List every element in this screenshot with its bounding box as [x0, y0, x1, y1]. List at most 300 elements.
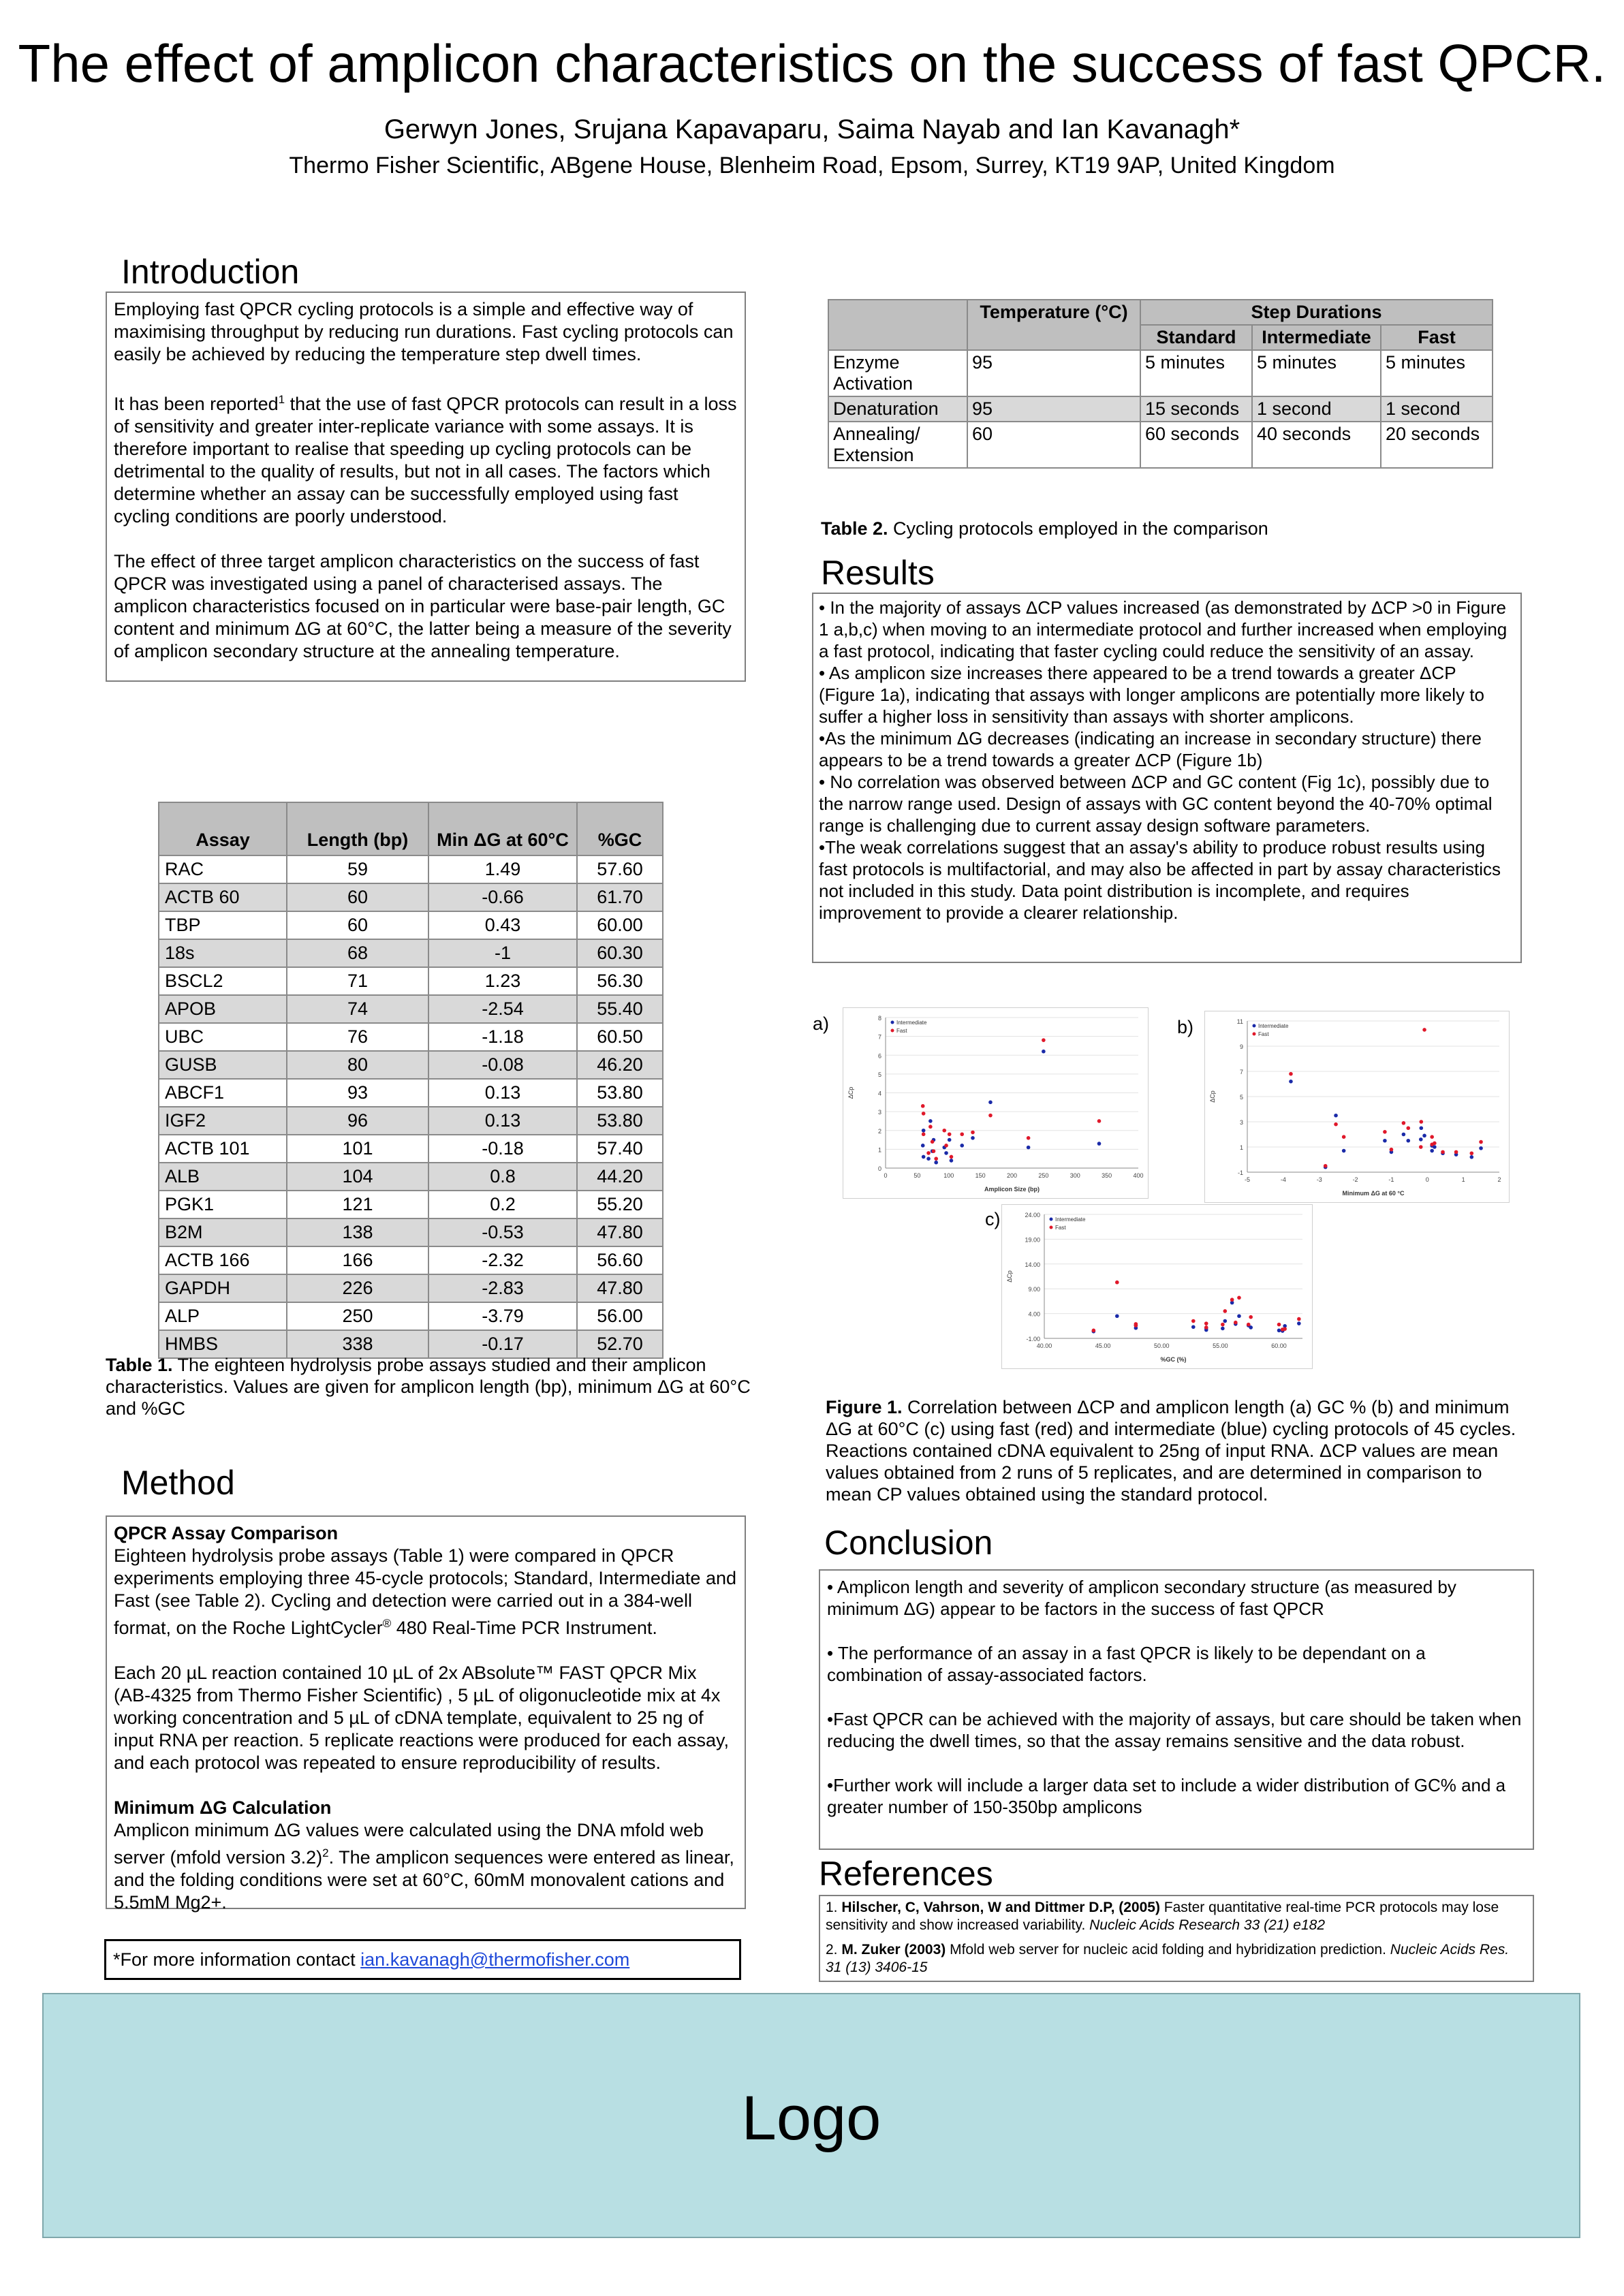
y-tick-label: 0 [877, 1165, 881, 1172]
min-dg-cell: 0.13 [428, 1079, 577, 1107]
fast-cell: 20 seconds [1381, 422, 1493, 468]
min-dg-cell: -2.54 [428, 995, 577, 1023]
data-point-fast [1422, 1028, 1426, 1032]
data-point-fast [1237, 1296, 1241, 1300]
col-gc: %GC [577, 802, 663, 855]
method-heading: Method [121, 1464, 235, 1502]
table-row [159, 967, 663, 995]
data-point-fast [1221, 1323, 1225, 1327]
data-point-fast [1097, 1119, 1102, 1123]
results-box [812, 593, 1522, 963]
x-axis-label: Minimum ΔG at 60 °C [1342, 1190, 1405, 1197]
min-dg-cell: -1.18 [428, 1023, 577, 1051]
table-row [159, 1051, 663, 1079]
length-cell: 59 [287, 855, 428, 883]
introduction-box [106, 292, 746, 682]
y-tick-label: 9.00 [1028, 1286, 1040, 1293]
x-tick-label: 150 [975, 1172, 986, 1179]
chart-body [1006, 1212, 1302, 1363]
table-row [828, 422, 1493, 468]
legend-label: Intermediate [1055, 1216, 1086, 1223]
legend-marker [1253, 1033, 1256, 1036]
min-dg-cell: 0.2 [428, 1191, 577, 1218]
x-tick-label: -3 [1316, 1176, 1322, 1183]
y-tick-label: 24.00 [1025, 1212, 1040, 1218]
data-point-fast [1383, 1130, 1387, 1134]
data-point-intermediate [1042, 1050, 1046, 1054]
data-point-intermediate [948, 1138, 952, 1142]
data-point-fast [1390, 1148, 1394, 1152]
table-row [159, 1274, 663, 1302]
assay-cell: BSCL2 [159, 967, 287, 995]
data-point-intermediate [926, 1157, 931, 1161]
table-row [159, 939, 663, 967]
assay-cell: ALB [159, 1163, 287, 1191]
legend-label: Intermediate [896, 1020, 927, 1026]
min-dg-cell: -0.18 [428, 1135, 577, 1163]
gc-cell: 53.80 [577, 1079, 663, 1107]
y-tick-label: 5 [877, 1071, 881, 1078]
legend-label: Intermediate [1258, 1023, 1289, 1029]
x-tick-label: 100 [943, 1172, 954, 1179]
fast-cell: 5 minutes [1381, 350, 1493, 396]
length-cell: 68 [287, 939, 428, 967]
x-axis-label: Amplicon Size (bp) [984, 1186, 1040, 1193]
intermediate-cell: 40 seconds [1252, 422, 1381, 468]
length-cell: 338 [287, 1330, 428, 1358]
data-point-intermediate [922, 1155, 926, 1159]
legend-label: Fast [1258, 1031, 1269, 1037]
chart-gc-content [1001, 1204, 1313, 1369]
x-tick-label: 50 [914, 1172, 921, 1179]
data-point-fast [1134, 1323, 1138, 1327]
min-dg-cell: 0.8 [428, 1163, 577, 1191]
length-cell: 93 [287, 1079, 428, 1107]
t2-corner [828, 300, 967, 350]
chart-min-dg [1204, 1011, 1510, 1203]
temp-cell: 95 [967, 350, 1140, 396]
chart-body [1209, 1018, 1501, 1197]
legend-marker [891, 1021, 894, 1024]
data-point-fast [1230, 1298, 1234, 1302]
data-point-intermediate [934, 1161, 938, 1165]
length-cell: 96 [287, 1107, 428, 1135]
data-point-fast [1289, 1072, 1293, 1076]
data-point-intermediate [960, 1144, 964, 1148]
y-tick-label: 3 [877, 1109, 881, 1116]
data-point-intermediate [1430, 1149, 1434, 1153]
min-dg-cell: 0.13 [428, 1107, 577, 1135]
data-point-fast [1247, 1323, 1251, 1327]
x-tick-label: -4 [1280, 1176, 1286, 1183]
min-dg-cell: -2.83 [428, 1274, 577, 1302]
data-point-intermediate [1479, 1146, 1483, 1150]
data-point-fast [1204, 1321, 1208, 1325]
figure-label-b: b) [1177, 1017, 1194, 1037]
gc-cell: 46.20 [577, 1051, 663, 1079]
reference-1: 1. Hilscher, C, Vahrson, W and Dittmer D.P, (2005) Faster quantitative real-time PCR protocols may lose sensitivity and show increased variability. Nucleic Acids Research 33 (21) e182 [826, 1900, 1499, 1933]
x-tick-label: 350 [1102, 1172, 1112, 1179]
results-bullet-2: • As amplicon size increases there appeared to be a trend towards a greater ΔCP (Figure 1a), indicating that assays with longer amplicons are potentially more likely to suffer a higher loss in sensitivity than assays with shorter amplicons. [819, 663, 1484, 727]
min-dg-cell: -0.17 [428, 1330, 577, 1358]
logo-band [42, 1993, 1580, 2238]
legend-marker [1050, 1218, 1053, 1221]
table-row [159, 883, 663, 911]
method-subheading-2: Minimum ΔG Calculation [114, 1797, 332, 1818]
legend-marker [891, 1029, 894, 1033]
length-cell: 80 [287, 1051, 428, 1079]
gc-cell: 56.00 [577, 1302, 663, 1330]
data-point-fast [1277, 1323, 1281, 1327]
length-cell: 104 [287, 1163, 428, 1191]
results-bullet-5: •The weak correlations suggest that an assay's ability to produce robust results using fast protocols is multifactorial, and may also be affected in part by assay characteristics not included in this study. Data point distribution is incomplete, and requires improvement to provide a clearer relationship. [819, 837, 1501, 923]
results-bullet-4: • No correlation was observed between ΔCP and GC content (Fig 1c), possibly due to the narrow range used. Design of assays with GC content beyond the 40-70% optimal range is challenging due to current assay design software parameters. [819, 772, 1493, 836]
y-tick-label: -1.00 [1026, 1336, 1040, 1342]
legend-marker [1050, 1226, 1053, 1229]
standard-cell: 5 minutes [1140, 350, 1252, 396]
col-length: Length (bp) [287, 802, 428, 855]
data-point-fast [1419, 1145, 1423, 1149]
data-point-intermediate [944, 1151, 948, 1155]
gc-cell: 56.60 [577, 1246, 663, 1274]
t2-col-standard: Standard [1140, 325, 1252, 350]
y-tick-label: 4 [877, 1090, 881, 1097]
length-cell: 60 [287, 883, 428, 911]
intermediate-cell: 1 second [1252, 396, 1381, 422]
data-point-fast [922, 1112, 926, 1116]
step-cell: Denaturation [828, 396, 967, 422]
intro-paragraph-3: The effect of three target amplicon characteristics on the success of fast QPCR was investigated using a panel of characterised assays. The amplicon characteristics focused on in particular were base-pair length, GC content and minimum ΔG at 60°C, the latter being a measure of the severity of amplicon secondary structure at the annealing temperature. [114, 551, 732, 661]
gc-cell: 47.80 [577, 1218, 663, 1246]
y-tick-label: 9 [1239, 1043, 1243, 1050]
data-point-fast [1297, 1317, 1301, 1321]
x-tick-label: 0 [1425, 1176, 1429, 1183]
data-point-fast [922, 1132, 926, 1136]
standard-cell: 15 seconds [1140, 396, 1252, 422]
data-point-fast [944, 1144, 948, 1148]
data-point-intermediate [1237, 1314, 1241, 1318]
assay-cell: PGK1 [159, 1191, 287, 1218]
data-point-fast [1433, 1142, 1437, 1146]
figure-label-c: c) [985, 1209, 1001, 1229]
data-point-fast [1441, 1150, 1445, 1154]
min-dg-cell: -3.79 [428, 1302, 577, 1330]
y-tick-label: 2 [877, 1127, 881, 1135]
x-tick-label: 0 [884, 1172, 888, 1179]
method-paragraph-3: Amplicon minimum ΔG values were calculated using the DNA mfold web server (mfold version 3.2)$^2$. The amplicon sequences were entered as linear, and the folding conditions were set at 60°C, 60mM monovalent cations and 5.5mM Mg2+. [114, 1820, 734, 1913]
data-point-intermediate [1420, 1126, 1424, 1130]
data-point-intermediate [988, 1101, 993, 1105]
references-heading: References [819, 1855, 993, 1893]
contact-email-link[interactable]: ian.kavanagh@thermofisher.com [360, 1949, 630, 1970]
y-tick-label: 1 [877, 1146, 881, 1154]
gc-cell: 60.00 [577, 911, 663, 939]
gc-cell: 52.70 [577, 1330, 663, 1358]
data-point-fast [1191, 1319, 1196, 1323]
reference-2: 2. M. Zuker (2003) Mfold web server for nucleic acid folding and hybridization prediction. Nucleic Acids Res. 31 (13) 3406-15 [826, 1942, 1510, 1975]
gc-cell: 57.40 [577, 1135, 663, 1163]
y-tick-label: 7 [877, 1033, 881, 1041]
x-tick-label: 400 [1133, 1172, 1144, 1179]
length-cell: 166 [287, 1246, 428, 1274]
cycling-table [828, 299, 1493, 469]
min-dg-cell: 1.49 [428, 855, 577, 883]
y-axis-label: ΔCp [847, 1086, 854, 1099]
authors: Gerwyn Jones, Srujana Kapavaparu, Saima Nayab and Ian Kavanagh* [384, 114, 1240, 144]
t2-col-steps: Step Durations [1140, 300, 1493, 325]
x-tick-label: 60.00 [1271, 1342, 1287, 1349]
data-point-fast [1204, 1325, 1208, 1330]
step-cell: Enzyme Activation [828, 350, 967, 396]
data-point-intermediate [1191, 1325, 1196, 1329]
chart-amplicon-size [843, 1007, 1149, 1199]
data-point-fast [942, 1129, 946, 1133]
table-row [159, 1107, 663, 1135]
gc-cell: 60.30 [577, 939, 663, 967]
data-point-fast [921, 1104, 925, 1108]
gc-cell: 53.80 [577, 1107, 663, 1135]
gc-cell: 57.60 [577, 855, 663, 883]
standard-cell: 60 seconds [1140, 422, 1252, 468]
data-point-fast [1454, 1150, 1458, 1154]
y-tick-label: 14.00 [1025, 1261, 1040, 1268]
length-cell: 121 [287, 1191, 428, 1218]
y-tick-label: 8 [877, 1015, 881, 1022]
data-point-fast [1249, 1315, 1253, 1319]
min-dg-cell: -0.08 [428, 1051, 577, 1079]
figure-label-a: a) [813, 1013, 830, 1034]
fast-cell: 1 second [1381, 396, 1493, 422]
data-point-intermediate [1419, 1137, 1423, 1142]
intro-paragraph-2: It has been reported$^1$ that the use of fast QPCR protocols can result in a loss of sensitivity and greater inter-replicate variance with some assays. It is therefore important to realise that speeding up cycling protocols can be detrimental to the quality of results, but not in all cases. The factors which determine whether an assay can be successfully employed using fast cycling conditions are poorly understood. [114, 393, 737, 526]
table-row [159, 1023, 663, 1051]
y-tick-label: 4.00 [1028, 1310, 1040, 1318]
legend-marker [1253, 1024, 1256, 1028]
data-point-fast [960, 1132, 964, 1136]
min-dg-cell: -2.32 [428, 1246, 577, 1274]
x-tick-label: 1 [1461, 1176, 1465, 1183]
table-row [159, 1079, 663, 1107]
assay-cell: IGF2 [159, 1107, 287, 1135]
y-tick-label: 19.00 [1025, 1236, 1040, 1244]
x-tick-label: 45.00 [1095, 1342, 1111, 1349]
data-point-intermediate [922, 1129, 926, 1133]
assay-cell: RAC [159, 855, 287, 883]
conclusion-bullet-4: •Further work will include a larger data set to include a wider distribution of GC% and a greater number of 150-350bp amplicons [827, 1775, 1506, 1817]
data-point-intermediate [1383, 1139, 1387, 1143]
x-tick-label: 2 [1497, 1176, 1501, 1183]
data-point-fast [1027, 1136, 1031, 1140]
poster-title: The effect of amplicon characteristics on the success of fast QPCR. [18, 33, 1606, 93]
data-point-intermediate [1277, 1329, 1281, 1333]
intro-paragraph-1: Employing fast QPCR cycling protocols is a simple and effective way of maximising throughput by reducing run durations. Fast cycling protocols can easily be achieved by reducing the temperature step dwell times. [114, 299, 734, 364]
conclusion-heading: Conclusion [824, 1524, 993, 1562]
method-paragraph-2: Each 20 µL reaction contained 10 µL of 2x ABsolute™ FAST QPCR Mix (AB-4325 from Thermo Fisher Scientific) , 5 µL of oligonucleotide mix at 4x working concentration and 5 µL of cDNA template, equivalent to 25 ng of input RNA per reaction. 5 replicate reactions were produced for each assay, and each protocol was repeated to ensure reproducibility of results. [114, 1663, 729, 1773]
data-point-fast [1324, 1164, 1328, 1168]
table2-caption: Table 2. Cycling protocols employed in the comparison [821, 518, 1268, 539]
assay-cell: ACTB 60 [159, 883, 287, 911]
table-row [828, 396, 1493, 422]
data-point-intermediate [1470, 1155, 1474, 1159]
table-row [159, 1218, 663, 1246]
temp-cell: 60 [967, 422, 1140, 468]
assay-cell: ACTB 101 [159, 1135, 287, 1163]
legend-label: Fast [1055, 1225, 1066, 1231]
min-dg-cell: 1.23 [428, 967, 577, 995]
length-cell: 250 [287, 1302, 428, 1330]
y-axis-label: ΔCp [1006, 1270, 1013, 1283]
conclusion-bullet-1: • Amplicon length and severity of amplicon secondary structure (as measured by minimum ΔG) appear to be factors in the success of fast QPCR [827, 1577, 1456, 1619]
data-point-fast [928, 1125, 933, 1129]
data-point-intermediate [1221, 1327, 1225, 1331]
t2-col-fast: Fast [1381, 325, 1493, 350]
table-row [159, 855, 663, 883]
assay-cell: UBC [159, 1023, 287, 1051]
data-point-fast [934, 1157, 938, 1161]
data-point-fast [1223, 1309, 1228, 1313]
figure1-caption: Figure 1. Correlation between ΔCP and amplicon length (a) GC % (b) and minimum ΔG at 60°C (c) using fast (red) and intermediate (blue) cycling protocols of 45 cycles. Reactions contained cDNA equivalent to 25ng of input RNA. ΔCP values are mean values obtained from 2 runs of 5 replicates, and are determined in comparison to mean CP values obtained using the standard protocol. [826, 1397, 1516, 1505]
data-point-intermediate [1406, 1139, 1410, 1143]
method-box [106, 1515, 746, 1913]
data-point-intermediate [950, 1159, 954, 1163]
data-point-intermediate [1297, 1321, 1301, 1325]
gc-cell: 60.50 [577, 1023, 663, 1051]
table-row [159, 1135, 663, 1163]
data-point-fast [1479, 1140, 1483, 1144]
y-tick-label: 1 [1239, 1144, 1243, 1151]
length-cell: 138 [287, 1218, 428, 1246]
min-dg-cell: -0.53 [428, 1218, 577, 1246]
x-tick-label: 250 [1038, 1172, 1049, 1179]
gc-cell: 55.40 [577, 995, 663, 1023]
conclusion-bullet-2: • The performance of an assay in a fast QPCR is likely to be dependant on a combination of assay-associated factors. [827, 1643, 1426, 1685]
step-cell: Annealing/ Extension [828, 422, 967, 468]
y-tick-label: 6 [877, 1052, 881, 1060]
conclusion-box [819, 1569, 1534, 1850]
length-cell: 76 [287, 1023, 428, 1051]
data-point-fast [1406, 1126, 1410, 1130]
assay-cell: ALP [159, 1302, 287, 1330]
data-point-fast [948, 1132, 952, 1136]
gc-cell: 56.30 [577, 967, 663, 995]
assay-cell: 18s [159, 939, 287, 967]
x-axis-label: %GC (%) [1160, 1356, 1187, 1363]
data-point-fast [1402, 1121, 1406, 1125]
data-point-intermediate [1115, 1314, 1119, 1318]
data-point-fast [1420, 1120, 1424, 1124]
x-tick-label: 200 [1006, 1172, 1018, 1179]
table-row [159, 1191, 663, 1218]
introduction-heading: Introduction [121, 253, 300, 291]
results-heading: Results [821, 554, 935, 592]
x-tick-label: 55.00 [1213, 1342, 1228, 1349]
results-bullet-3: •As the minimum ΔG decreases (indicating an increase in secondary structure) there appears to be a trend towards a greater ΔCP (Figure 1b) [819, 728, 1482, 770]
gc-cell: 61.70 [577, 883, 663, 911]
method-paragraph-1: Eighteen hydrolysis probe assays (Table 1) were compared in QPCR experiments employing three 45-cycle protocols; Standard, Intermediate and Fast (see Table 2). Cycling and detection were carried out in a 384-well format, on the Roche LightCycler® 480 Real-Time PCR Instrument. [114, 1545, 736, 1638]
data-point-intermediate [921, 1144, 925, 1148]
y-tick-label: 7 [1239, 1069, 1243, 1075]
data-point-fast [971, 1131, 975, 1135]
chart-body [847, 1015, 1144, 1193]
x-tick-label: -2 [1352, 1176, 1358, 1183]
x-tick-label: 300 [1069, 1172, 1080, 1179]
data-point-intermediate [1097, 1142, 1102, 1146]
y-tick-label: -1 [1237, 1169, 1243, 1176]
gc-cell: 44.20 [577, 1163, 663, 1191]
method-subheading-1: QPCR Assay Comparison [114, 1523, 339, 1543]
y-tick-label: 11 [1236, 1018, 1243, 1025]
table-row [159, 1163, 663, 1191]
length-cell: 74 [287, 995, 428, 1023]
assay-cell: GAPDH [159, 1274, 287, 1302]
data-point-fast [1430, 1135, 1434, 1139]
data-point-fast [1283, 1327, 1287, 1331]
data-point-fast [932, 1149, 936, 1153]
table-row [159, 995, 663, 1023]
results-bullet-1: • In the majority of assays ΔCP values increased (as demonstrated by ΔCP >0 in Figure 1 a,b,c) when moving to an intermediate protocol and further increased when employing a fast protocol, indicating that faster cycling could reduce the sensitivity of an assay. [819, 597, 1508, 661]
references-box [819, 1895, 1534, 1982]
assay-cell: HMBS [159, 1330, 287, 1358]
t2-col-temp: Temperature (°C) [967, 300, 1140, 350]
gc-cell: 47.80 [577, 1274, 663, 1302]
legend-label: Fast [896, 1028, 907, 1034]
length-cell: 226 [287, 1274, 428, 1302]
min-dg-cell: -0.66 [428, 883, 577, 911]
data-point-fast [1234, 1321, 1238, 1325]
data-point-intermediate [928, 1119, 933, 1123]
x-tick-label: 50.00 [1154, 1342, 1170, 1349]
length-cell: 60 [287, 911, 428, 939]
assay-cell: APOB [159, 995, 287, 1023]
y-axis-label: ΔCp [1209, 1090, 1216, 1103]
assay-table [158, 802, 663, 1359]
data-point-fast [1470, 1151, 1474, 1155]
data-point-intermediate [1422, 1134, 1426, 1138]
assay-cell: B2M [159, 1218, 287, 1246]
data-point-fast [950, 1155, 954, 1159]
assay-cell: GUSB [159, 1051, 287, 1079]
data-point-intermediate [1289, 1080, 1293, 1084]
data-point-intermediate [1342, 1149, 1346, 1153]
intermediate-cell: 5 minutes [1252, 350, 1381, 396]
data-point-intermediate [1027, 1146, 1031, 1150]
assay-cell: ACTB 166 [159, 1246, 287, 1274]
logo-placeholder: Logo [741, 2083, 881, 2153]
temp-cell: 95 [967, 396, 1140, 422]
data-point-intermediate [971, 1136, 975, 1140]
table1-caption: Table 1. The eighteen hydrolysis probe assays studied and their amplicon characteristics. Values are given for amplicon length (bp), minimum ΔG at 60°C and %GC [106, 1355, 751, 1419]
data-point-fast [1334, 1122, 1338, 1127]
table-row [159, 1302, 663, 1330]
data-point-fast [931, 1140, 935, 1144]
data-point-fast [926, 1151, 931, 1155]
affiliation: Thermo Fisher Scientific, ABgene House, Blenheim Road, Epsom, Surrey, KT19 9AP, United Kingdom [289, 153, 1335, 178]
col-min-dg: Min ΔG at 60°C [428, 802, 577, 855]
assay-cell: ABCF1 [159, 1079, 287, 1107]
contact-box: *For more information contact ian.kavanagh@thermofisher.com [104, 1939, 741, 1980]
table-row [159, 911, 663, 939]
min-dg-cell: 0.43 [428, 911, 577, 939]
t2-col-intermediate: Intermediate [1252, 325, 1381, 350]
x-tick-label: 40.00 [1036, 1342, 1052, 1349]
gc-cell: 55.20 [577, 1191, 663, 1218]
y-tick-label: 5 [1239, 1094, 1243, 1101]
data-point-fast [1042, 1038, 1046, 1042]
data-point-fast [1342, 1135, 1346, 1139]
x-tick-label: -1 [1388, 1176, 1394, 1183]
x-tick-label: -5 [1244, 1176, 1251, 1183]
data-point-fast [988, 1114, 993, 1118]
